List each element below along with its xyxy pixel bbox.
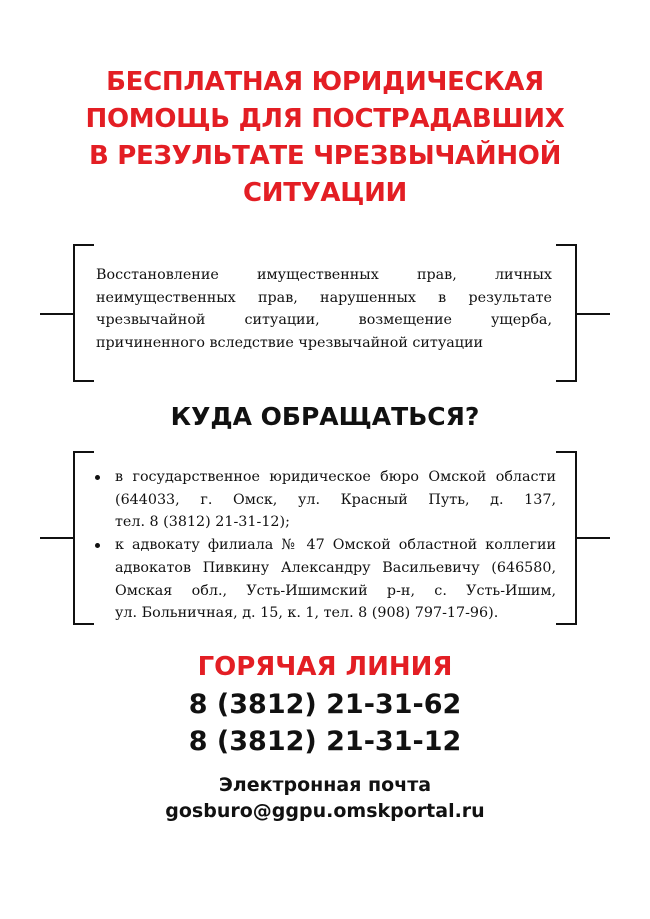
text-line: Восстановление имущественных прав, личных [96, 267, 552, 283]
title-line: БЕСПЛАТНАЯ ЮРИДИЧЕСКАЯ [106, 67, 544, 97]
title-line: В РЕЗУЛЬТАТЕ ЧРЕЗВЫЧАЙНОЙ [88, 141, 562, 171]
list-item [95, 534, 556, 625]
text-line: причиненного вследствие чрезвычайной ситуации [96, 335, 484, 352]
text-line: (644033, г. Омск, ул. Красный Путь, д. 137, [115, 491, 556, 508]
title-line: СИТУАЦИИ [243, 178, 407, 208]
rights-description [96, 264, 552, 355]
text-line: неимущественных прав, нарушенных в результате [96, 289, 552, 306]
hotline-heading: ГОРЯЧАЯ ЛИНИЯ [197, 652, 453, 682]
text-line: адвокатов Пивкину Александру Васильевичу (646580, [115, 559, 556, 576]
bracket-left [74, 245, 94, 381]
text-line: ул. Больничная, д. 15, к. 1, тел. 8 (908) 797-17-96). [115, 605, 499, 622]
bracket-right [556, 452, 576, 624]
text-line: в государственное юридическое бюро Омской области [115, 469, 556, 485]
bullet-icon [95, 543, 100, 548]
list-item [95, 466, 556, 534]
contacts-list [95, 466, 556, 625]
hotline-phone: 8 (3812) 21-31-62 [188, 689, 462, 720]
email-address: gosburo@ggpu.omskportal.ru [165, 800, 485, 822]
bullet-icon [95, 475, 100, 480]
text-line: тел. 8 (3812) 21-31-12); [115, 514, 290, 531]
title-line: ПОМОЩЬ ДЛЯ ПОСТРАДАВШИХ [85, 104, 565, 134]
where-to-apply-heading: КУДА ОБРАЩАТЬСЯ? [170, 402, 480, 431]
bracket-left [74, 452, 94, 624]
text-line: чрезвычайной ситуации, возмещение ущерба, [96, 312, 552, 329]
text-line: Омская обл., Усть-Ишимский р-н, с. Усть-Ишим, [115, 582, 556, 599]
text-line: к адвокату филиала № 47 Омской областной коллегии [115, 537, 556, 554]
email-label: Электронная почта [218, 774, 432, 796]
bracket-right [556, 245, 576, 381]
hotline-phone: 8 (3812) 21-31-12 [188, 726, 462, 757]
